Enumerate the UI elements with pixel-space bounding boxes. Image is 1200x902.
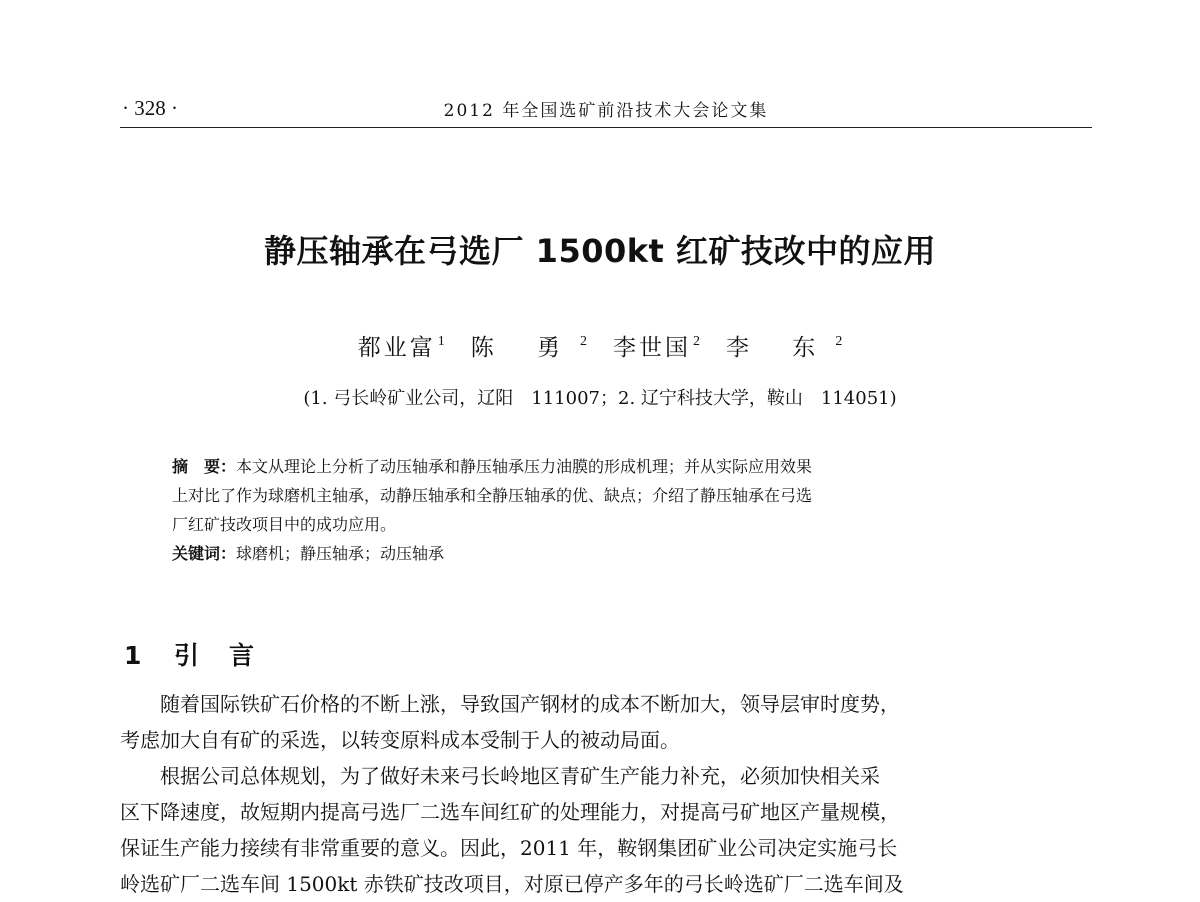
journal-title: 2012 年全国选矿前沿技术大会论文集 <box>443 101 769 121</box>
abstract-line: 上对比了作为球磨机主轴承，动静压轴承和全静压轴承的优、缺点；介绍了静压轴承在弓选 <box>172 486 813 505</box>
section-title: 引言 <box>174 641 285 670</box>
author-list <box>0 329 1200 362</box>
affiliation-marker: 1 <box>437 334 445 349</box>
running-header <box>120 92 1092 126</box>
author <box>613 335 700 361</box>
abstract-label: 摘 要： <box>172 457 237 476</box>
affiliation-marker: 2 <box>693 334 700 349</box>
keywords <box>172 539 1038 568</box>
header-rule <box>120 127 1092 128</box>
author-name: 李世国 <box>613 335 691 361</box>
author-name: 李 东 <box>726 335 834 361</box>
affiliation-marker: 2 <box>580 334 587 349</box>
keywords-label: 关键词： <box>172 544 237 563</box>
author <box>726 335 842 361</box>
author-name: 都业富 <box>357 335 436 361</box>
keywords-text: 球磨机；静压轴承；动压轴承 <box>236 544 445 563</box>
paragraph-line: 随着国际铁矿石价格的不断上涨，导致国产钢材的成本不断加大，领导层审时度势， <box>160 692 900 716</box>
author-name: 陈 勇 <box>470 335 578 361</box>
author <box>358 335 445 361</box>
section-body <box>120 686 1090 902</box>
paragraph-line: 保证生产能力接续有非常重要的意义。因此，2011 年，鞍钢集团矿业公司决定实施弓长 <box>120 836 898 860</box>
section-heading <box>124 636 284 672</box>
author <box>471 335 587 361</box>
abstract <box>172 452 1038 568</box>
paragraph-line: 考虑加大自有矿的采选，以转变原料成本受制于人的被动局面。 <box>120 728 680 752</box>
paragraph-line: 岭选矿厂二选车间 1500kt 赤铁矿技改项目，对原已停产多年的弓长岭选矿厂二选车间及 <box>120 872 904 896</box>
paragraph-line: 区下降速度，故短期内提高弓选厂二选车间红矿的处理能力，对提高弓矿地区产量规模， <box>120 800 900 824</box>
page-number: · 328 · <box>122 96 178 120</box>
affiliation: (1. 弓长岭矿业公司，辽阳 111007；2. 辽宁科技大学，鞍山 114051) <box>303 388 897 409</box>
affiliation-marker: 2 <box>835 334 843 349</box>
paragraph-line: 根据公司总体规划，为了做好未来弓长岭地区青矿生产能力补充，必须加快相关采 <box>160 764 880 788</box>
abstract-line <box>172 452 1038 481</box>
section-number: 1 <box>124 641 142 670</box>
abstract-line: 厂红矿技改项目中的成功应用。 <box>172 515 397 534</box>
abstract-text: 本文从理论上分析了动压轴承和静压轴承压力油膜的形成机理；并从实际应用效果 <box>236 457 813 476</box>
paper-title: 静压轴承在弓选厂 1500kt 红矿技改中的应用 <box>264 232 936 270</box>
